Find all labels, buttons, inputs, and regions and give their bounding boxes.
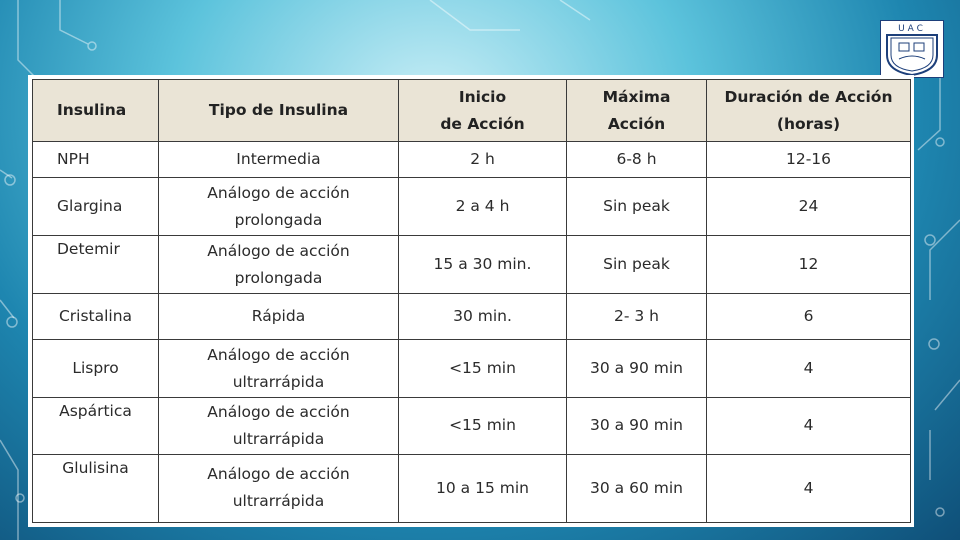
cell-inicio: 10 a 15 min [399, 454, 567, 522]
cell-inicio: 2 h [399, 142, 567, 178]
cell-maxima: 30 a 90 min [567, 340, 707, 397]
cell-insulina: Detemir [33, 236, 159, 294]
university-logo [880, 20, 944, 78]
header-inicio: Inicio de Acción [399, 80, 567, 142]
cell-tipo: Análogo de acción prolongada [159, 178, 399, 236]
cell-maxima: 2- 3 h [567, 294, 707, 340]
insulin-table-card [28, 75, 914, 527]
header-tipo: Tipo de Insulina [159, 80, 399, 142]
cell-tipo: Intermedia [159, 142, 399, 178]
cell-duracion: 4 [707, 454, 911, 522]
cell-inicio: 30 min. [399, 294, 567, 340]
cell-duracion: 12 [707, 236, 911, 294]
cell-insulina: Glargina [33, 178, 159, 236]
cell-insulina: NPH [33, 142, 159, 178]
cell-tipo: Rápida [159, 294, 399, 340]
cell-insulina: Aspártica [33, 397, 159, 454]
cell-inicio: <15 min [399, 397, 567, 454]
table-header-row [33, 80, 911, 142]
cell-duracion: 4 [707, 340, 911, 397]
shield-icon [881, 21, 943, 77]
cell-maxima: Sin peak [567, 178, 707, 236]
header-duracion: Duración de Acción (horas) [707, 80, 911, 142]
table-row [33, 397, 911, 454]
table-row [33, 236, 911, 294]
header-maxima: Máxima Acción [567, 80, 707, 142]
table-row [33, 294, 911, 340]
cell-maxima: 30 a 90 min [567, 397, 707, 454]
table-row [33, 142, 911, 178]
cell-duracion: 4 [707, 397, 911, 454]
cell-maxima: 6-8 h [567, 142, 707, 178]
cell-insulina: Lispro [33, 340, 159, 397]
cell-duracion: 24 [707, 178, 911, 236]
cell-maxima: Sin peak [567, 236, 707, 294]
cell-duracion: 12-16 [707, 142, 911, 178]
cell-duracion: 6 [707, 294, 911, 340]
insulin-table [32, 79, 911, 523]
cell-tipo: Análogo de acción prolongada [159, 236, 399, 294]
table-row [33, 178, 911, 236]
cell-tipo: Análogo de acción ultrarrápida [159, 454, 399, 522]
cell-maxima: 30 a 60 min [567, 454, 707, 522]
logo-text: UAC [898, 24, 926, 34]
cell-tipo: Análogo de acción ultrarrápida [159, 340, 399, 397]
cell-inicio: 2 a 4 h [399, 178, 567, 236]
cell-inicio: 15 a 30 min. [399, 236, 567, 294]
cell-insulina: Glulisina [33, 454, 159, 522]
cell-inicio: <15 min [399, 340, 567, 397]
cell-tipo: Análogo de acción ultrarrápida [159, 397, 399, 454]
table-row [33, 340, 911, 397]
cell-insulina: Cristalina [33, 294, 159, 340]
table-row [33, 454, 911, 522]
header-insulina: Insulina [33, 80, 159, 142]
